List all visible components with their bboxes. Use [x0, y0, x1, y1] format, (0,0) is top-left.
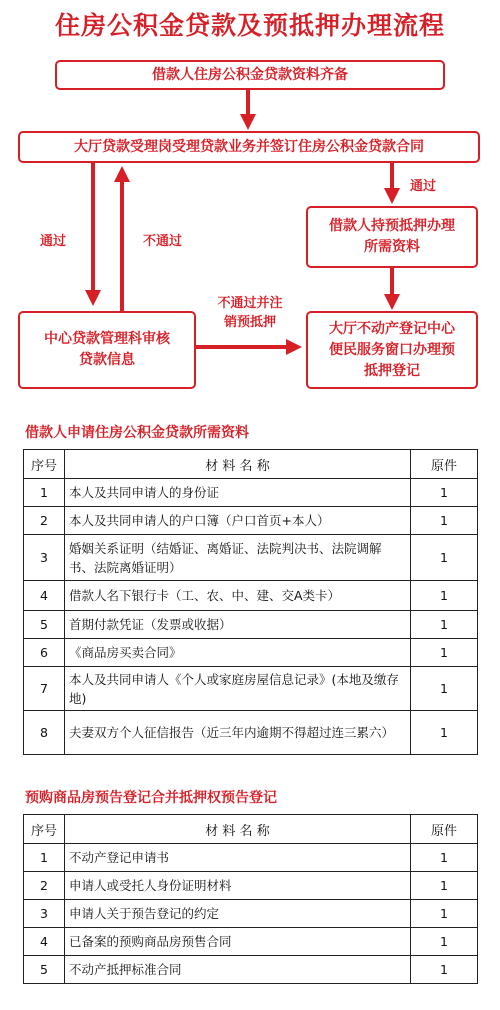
table-header-row	[24, 450, 478, 479]
flow-step-loan-review: 中心贷款管理科审核 贷款信息	[18, 311, 196, 389]
page-title: 住房公积金贷款及预抵押办理流程	[54, 11, 445, 40]
row-name: 不动产登记申请书	[65, 844, 411, 872]
row-name: 申请人关于预告登记的约定	[65, 900, 411, 928]
table-row	[24, 611, 478, 639]
row-no: 3	[24, 535, 65, 581]
row-name: 申请人或受托人身份证明材料	[65, 872, 411, 900]
label-fail-cancel: 不通过并注 销预抵押	[217, 296, 283, 330]
row-name: 借款人名下银行卡（工、农、中、建、交A类卡）	[65, 581, 411, 611]
row-no: 1	[24, 844, 65, 872]
row-name: 首期付款凭证（发票或收据）	[65, 611, 411, 639]
header-count: 原件	[411, 815, 478, 844]
row-count: 1	[411, 928, 478, 956]
table-header-row	[24, 815, 478, 844]
label-fail: 不通过	[143, 234, 183, 249]
row-count: 1	[411, 581, 478, 611]
table-row	[24, 844, 478, 872]
table-row	[24, 507, 478, 535]
table-row	[24, 479, 478, 507]
row-count: 1	[411, 900, 478, 928]
row-no: 4	[24, 928, 65, 956]
flow-step-accept-and-sign: 大厅贷款受理岗受理贷款业务并签订住房公积金贷款合同	[18, 131, 480, 163]
row-count: 1	[411, 611, 478, 639]
flow-step-registry-window: 大厅不动产登记中心 便民服务窗口办理预 抵押登记	[306, 311, 478, 389]
flow-step-materials-ready: 借款人住房公积金贷款资料齐备	[55, 60, 445, 90]
row-name: 《商品房买卖合同》	[65, 639, 411, 667]
row-count: 1	[411, 711, 478, 755]
row-name: 本人及共同申请人《个人或家庭房屋信息记录》(本地及缴存地)	[65, 667, 411, 711]
row-name: 婚姻关系证明（结婚证、离婚证、法院判决书、法院调解书、法院离婚证明）	[65, 535, 411, 581]
row-count: 1	[411, 535, 478, 581]
header-name: 材 料 名 称	[65, 450, 411, 479]
row-no: 2	[24, 507, 65, 535]
row-name: 本人及共同申请人的户口簿（户口首页+本人）	[65, 507, 411, 535]
row-no: 8	[24, 711, 65, 755]
header-name: 材 料 名 称	[65, 815, 411, 844]
row-count: 1	[411, 872, 478, 900]
row-name: 不动产抵押标准合同	[65, 956, 411, 984]
table-row	[24, 667, 478, 711]
row-no: 6	[24, 639, 65, 667]
row-count: 1	[411, 844, 478, 872]
table-row	[24, 956, 478, 984]
row-no: 5	[24, 611, 65, 639]
table-row	[24, 872, 478, 900]
row-no: 4	[24, 581, 65, 611]
row-count: 1	[411, 507, 478, 535]
table1	[23, 449, 478, 755]
row-no: 2	[24, 872, 65, 900]
row-name: 已备案的预购商品房预售合同	[65, 928, 411, 956]
label-pass-right: 通过	[410, 179, 437, 194]
row-name: 夫妻双方个人征信报告（近三年内逾期不得超过连三累六）	[65, 711, 411, 755]
table-row	[24, 711, 478, 755]
table-row	[24, 535, 478, 581]
table-row	[24, 928, 478, 956]
header-no: 序号	[24, 815, 65, 844]
row-no: 3	[24, 900, 65, 928]
table1-title: 借款人申请住房公积金贷款所需资料	[25, 425, 249, 441]
label-pass-left: 通过	[40, 234, 67, 249]
flow-step-prepare-mortgage-materials: 借款人持预抵押办理 所需资料	[306, 206, 478, 268]
row-no: 5	[24, 956, 65, 984]
row-name: 本人及共同申请人的身份证	[65, 479, 411, 507]
row-count: 1	[411, 479, 478, 507]
row-no: 7	[24, 667, 65, 711]
row-count: 1	[411, 956, 478, 984]
row-count: 1	[411, 667, 478, 711]
table-row	[24, 581, 478, 611]
table-row	[24, 639, 478, 667]
header-count: 原件	[411, 450, 478, 479]
header-no: 序号	[24, 450, 65, 479]
table2	[23, 814, 478, 984]
row-count: 1	[411, 639, 478, 667]
row-no: 1	[24, 479, 65, 507]
table-row	[24, 900, 478, 928]
table2-title: 预购商品房预告登记合并抵押权预告登记	[25, 790, 277, 806]
